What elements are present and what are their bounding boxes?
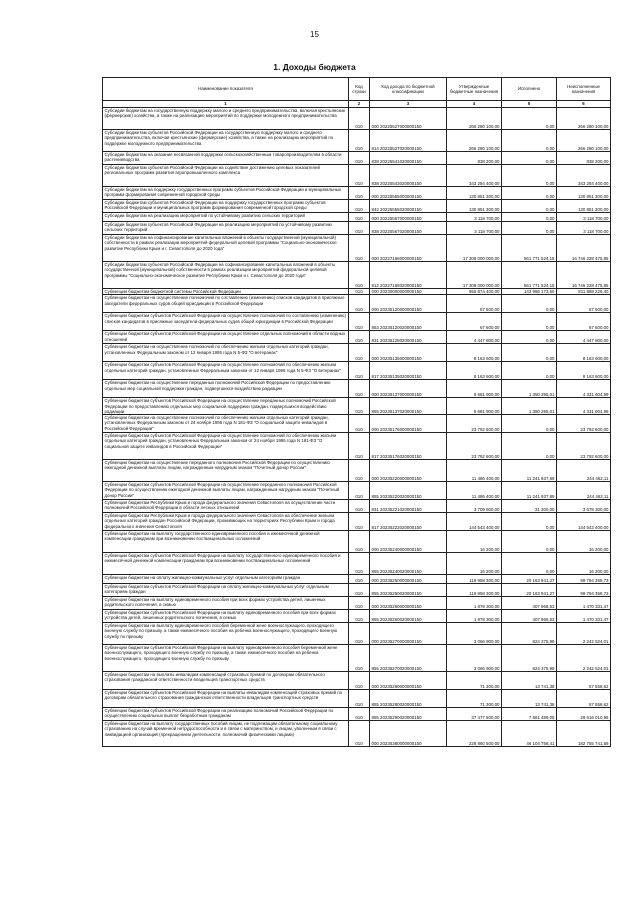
row-remaining: 23 792 600,00 (557, 433, 611, 460)
row-remaining: 182 755 741,59 (557, 721, 611, 747)
column-number: 3 (370, 101, 447, 108)
row-approved: 23 792 600,00 (447, 433, 502, 460)
table-row (103, 623, 611, 645)
row-name: Субсидии бюджетам на софинансирование капитальных вложений в объекты государственной (муниципальной) собственности в рамках реализации мероприятий федеральной целевой программы "Социально-экономическое развитие Республики Крым и г. Севастополя до 2020 года" (103, 235, 349, 262)
table-row (103, 213, 611, 222)
row-executed: 1 350 295,01 (502, 380, 557, 398)
row-classification-code: 855 20235280020000150 (370, 690, 447, 708)
table-row (103, 222, 611, 235)
row-remaining: 57 558,62 (557, 690, 611, 708)
row-remaining: 4 447 800,00 (557, 331, 611, 344)
row-classification-code: 838 20225543020000150 (370, 165, 447, 187)
row-name: Субвенции бюджетам бюджетной системы Российской Федерации (103, 289, 349, 295)
row-line-code: 010 (349, 610, 370, 623)
row-executed: 46 104 758,41 (502, 721, 557, 747)
row-approved: 71 300,00 (447, 690, 502, 708)
row-approved: 71 300,00 (447, 672, 502, 690)
row-approved: 3 066 900,00 (447, 645, 502, 672)
row-name: Субвенции бюджетам на оплату жилищно-коммунальных услуг отдельным категориям граждан (103, 575, 349, 584)
row-name: Субсидии бюджетам на оказание несвязанной поддержки сельскохозяйственным товаропроизводителям в области растениеводства (103, 152, 349, 165)
row-name: Субвенции бюджетам на выплату единовременного пособия беременной жене военнослужащего, проходящего военную службу по призыву, а также ежемесячного пособия на ребенка военнослужащего, проходящего военную службу по призыву (103, 623, 349, 645)
column-number: 6 (557, 101, 611, 108)
row-approved: 3 118 700,00 (447, 222, 502, 235)
row-approved: 16 200,00 (447, 553, 502, 575)
row-name: Субвенции бюджетам на осуществление полномочий по обеспечению жильем отдельных категорий граждан, установленных Федеральным законом от 24 ноября 1995 года N 181-ФЗ "О социальной защите инвалидов в Российской Федерации" (103, 415, 349, 433)
header-executed: Исполнено (502, 78, 557, 101)
row-approved: 4 447 800,00 (447, 331, 502, 344)
table-row (103, 108, 611, 130)
row-approved: 266 280 100,00 (447, 130, 502, 152)
row-executed: 824 375,99 (502, 645, 557, 672)
row-name: Субсидии бюджетам субъектов Российской Федерации на государственную поддержку малого и среднего предпринимательства, включая крестьянские (фермерские) хозяйства, а также на реализацию мероприятий по поддержке молодежного предпринимательства (103, 130, 349, 152)
row-line-code: 010 (349, 295, 370, 313)
row-classification-code: 855 20235270020000150 (370, 645, 447, 672)
row-classification-code: 000 20230000000000150 (370, 289, 447, 295)
row-approved: 16 200,00 (447, 531, 502, 553)
row-executed: 0,00 (502, 213, 557, 222)
row-line-code: 010 (349, 222, 370, 235)
row-name: Субвенции бюджетам субъектов Российской Федерации на осуществление полномочий по составлению (изменению) списков кандидатов в присяжные заседатели федеральных судов общей юрисдикции в Российской Федерации (103, 313, 349, 331)
row-executed: 7 861 489,05 (502, 708, 557, 721)
row-executed: 0,00 (502, 187, 557, 200)
table-row (103, 152, 611, 165)
table-row (103, 597, 611, 610)
row-classification-code: 838 20225541020000150 (370, 152, 447, 165)
row-line-code: 010 (349, 262, 370, 289)
row-approved: 23 792 600,00 (447, 415, 502, 433)
row-remaining: 67 600,00 (557, 313, 611, 331)
row-classification-code: 000 20225567000000150 (370, 213, 447, 222)
row-executed: 0,00 (502, 531, 557, 553)
row-executed: 0,00 (502, 513, 557, 531)
row-line-code: 010 (349, 313, 370, 331)
row-name: Субвенции бюджетам субъектов Российской Федерации на выплату единовременного пособия беременной жене военнослужащего, проходящего военную службу по призыву, а также ежемесячного пособия на ребенка военнослужащего, проходящего военную службу по призыву (103, 645, 349, 672)
row-executed: 20 163 941,27 (502, 575, 557, 584)
row-classification-code: 812 20227168020000150 (370, 262, 447, 289)
row-executed: 11 241 937,89 (502, 482, 557, 500)
row-approved: 1 878 300,00 (447, 610, 502, 623)
column-number: 4 (447, 101, 502, 108)
row-line-code: 010 (349, 130, 370, 152)
column-number: 1 (103, 101, 349, 108)
row-classification-code: 855 20235290020000150 (370, 708, 447, 721)
row-approved: 343 284 400,00 (447, 165, 502, 187)
row-approved: 955 874 400,00 (447, 289, 502, 295)
table-row (103, 262, 611, 289)
table-row (103, 344, 611, 362)
table-header-row (103, 78, 611, 101)
row-classification-code: 855 20235137020000150 (370, 398, 447, 415)
row-approved: 5 681 900,00 (447, 398, 502, 415)
table-row (103, 690, 611, 708)
header-remaining: Неисполненные назначения (557, 78, 611, 101)
row-executed: 0,00 (502, 130, 557, 152)
header-line-code: Код строки (349, 78, 370, 101)
row-classification-code: 000 20225555000000150 (370, 187, 447, 200)
table-row (103, 362, 611, 380)
row-remaining: 3 118 700,00 (557, 222, 611, 235)
row-executed: 20 163 941,27 (502, 584, 557, 597)
row-classification-code: 814 20225527020000150 (370, 130, 447, 152)
row-line-code: 010 (349, 235, 370, 262)
row-line-code: 010 (349, 213, 370, 222)
row-name: Субвенции бюджетам субъектов Российской Федерации на осуществление отдельных полномочий в области водных отношений (103, 331, 349, 344)
row-name: Субсидии бюджетам субъектов Российской Федерации на содействие достижению целевых показателей региональных программ развития агропромышленного комплекса (103, 165, 349, 187)
row-approved: 228 860 500,00 (447, 721, 502, 747)
budget-income-table (102, 77, 611, 747)
row-classification-code: 831 20235221020000150 (370, 500, 447, 513)
row-name: Субвенции бюджетам Республики Крым и города федерального значения Севастополя на обеспечение жильем отдельных категорий граждан Российской Федерации, проживающих на территориях Республики Крым и города федерального значения Севастополя (103, 513, 349, 531)
row-remaining: 343 284 400,00 (557, 165, 611, 187)
row-name: Субвенции бюджетам субъектов Российской Федерации на осуществление переданного полномочия Российской Федерации по осуществлению ежегодной денежной выплаты лицам, награжденным нагрудным знаком "Почетный донор России" (103, 482, 349, 500)
row-name: Субвенции бюджетам на выплаты инвалидам компенсаций страховых премий по договорам обязательного страхования гражданской ответственности владельцев транспортных средств (103, 672, 349, 690)
row-executed: 0,00 (502, 313, 557, 331)
row-executed: 13 741,38 (502, 672, 557, 690)
row-line-code: 010 (349, 500, 370, 513)
row-approved: 119 958 300,00 (447, 584, 502, 597)
row-executed: 407 968,53 (502, 610, 557, 623)
row-classification-code: 000 20235270000000150 (370, 623, 447, 645)
row-approved: 8 163 600,00 (447, 362, 502, 380)
table-row (103, 531, 611, 553)
row-name: Субвенции бюджетам субъектов Российской Федерации на осуществление полномочий по обеспечению жильем отдельных категорий граждан, установленных Федеральным законом от 12 января 1995 года N 5-ФЗ "О ветеранах" (103, 362, 349, 380)
row-name: Субвенции бюджетам субъектов Российской Федерации на осуществление полномочий по обеспечению жильем отдельных категорий граждан, установленных Федеральным законом от 24 ноября 1995 года N 181-ФЗ "О социальной защите инвалидов в Российской Федерации" (103, 433, 349, 460)
row-approved: 3 709 600,00 (447, 500, 502, 513)
row-remaining: 130 851 300,00 (557, 187, 611, 200)
table-row (103, 200, 611, 213)
row-name: Субвенции бюджетам субъектов Российской Федерации на выплату единовременного пособия при всех формах устройства детей, лишенных родительского попечения, в семью (103, 610, 349, 623)
row-line-code: 010 (349, 380, 370, 398)
row-remaining: 130 851 300,00 (557, 200, 611, 213)
table-row (103, 721, 611, 747)
row-approved: 67 600,00 (447, 295, 502, 313)
row-name: Субвенции бюджетам субъектов Российской Федерации на оплату жилищно-коммунальных услуг отдельным категориям граждан (103, 584, 349, 597)
row-remaining: 1 470 331,47 (557, 597, 611, 610)
row-classification-code: 000 20235135000000150 (370, 344, 447, 362)
row-executed: 0,00 (502, 433, 557, 460)
row-classification-code: 853 20235120020000150 (370, 313, 447, 331)
row-classification-code: 000 20235260000000150 (370, 597, 447, 610)
row-line-code: 010 (349, 482, 370, 500)
row-remaining: 2 242 524,01 (557, 645, 611, 672)
row-name: Субсидии бюджетам субъектов Российской Федерации на реализацию мероприятий по устойчивому развитию сельских территорий (103, 222, 349, 235)
row-remaining: 8 163 600,00 (557, 362, 611, 380)
row-line-code: 010 (349, 553, 370, 575)
table-row (103, 433, 611, 460)
row-name: Субвенции бюджетам на выплату государственных пособий лицам, не подлежащим обязательному социальному страхованию на случай временной нетрудоспособности и в связи с материнством, и лицам, уволенным в связи с ликвидацией организаций (прекращением деятельности, полномочий физическими лицами) (103, 721, 349, 747)
row-line-code: 010 (349, 362, 370, 380)
row-line-code: 010 (349, 531, 370, 553)
row-line-code: 010 (349, 513, 370, 531)
table-row (103, 584, 611, 597)
row-approved: 130 851 300,00 (447, 187, 502, 200)
table-row (103, 313, 611, 331)
row-classification-code: 000 20235176000000150 (370, 415, 447, 433)
row-line-code: 010 (349, 575, 370, 584)
header-classification-code: Код дохода по бюджетной классификации (370, 78, 447, 101)
row-line-code: 010 (349, 721, 370, 747)
row-remaining: 244 462,11 (557, 460, 611, 482)
row-remaining: 266 280 100,00 (557, 130, 611, 152)
row-line-code: 010 (349, 415, 370, 433)
table-row (103, 708, 611, 721)
row-classification-code: 838 20225567020000150 (370, 222, 447, 235)
row-classification-code: 817 20235135020000150 (370, 362, 447, 380)
row-line-code: 010 (349, 623, 370, 645)
row-approved: 119 958 300,00 (447, 575, 502, 584)
row-executed: 0,00 (502, 108, 557, 130)
row-executed: 31 300,00 (502, 500, 557, 513)
table-row (103, 130, 611, 152)
row-executed: 0,00 (502, 152, 557, 165)
row-name: Субсидии бюджетам на государственную поддержку малого и среднего предпринимательства, включая крестьянские (фермерские) хозяйства, а также на реализацию мероприятий по поддержке молодежного предпринимательства (103, 108, 349, 130)
row-line-code: 010 (349, 597, 370, 610)
row-classification-code: 855 20235240020000150 (370, 553, 447, 575)
row-classification-code: 000 20235120000000150 (370, 295, 447, 313)
row-approved: 67 600,00 (447, 313, 502, 331)
row-line-code: 010 (349, 460, 370, 482)
row-remaining: 57 558,62 (557, 672, 611, 690)
row-remaining: 67 600,00 (557, 295, 611, 313)
row-line-code: 010 (349, 398, 370, 415)
row-line-code: 010 (349, 672, 370, 690)
row-executed: 0,00 (502, 165, 557, 187)
row-line-code: 010 (349, 289, 370, 295)
row-line-code: 010 (349, 708, 370, 721)
row-remaining: 16 746 228 475,85 (557, 262, 611, 289)
row-line-code: 010 (349, 165, 370, 187)
table-row (103, 289, 611, 295)
row-remaining: 99 794 358,73 (557, 584, 611, 597)
row-approved: 130 851 300,00 (447, 200, 502, 213)
row-classification-code: 000 20235250000000150 (370, 575, 447, 584)
row-classification-code: 000 20225527000000150 (370, 108, 447, 130)
table-row (103, 398, 611, 415)
header-approved: Утвержденные бюджетные назначения (447, 78, 502, 101)
row-remaining: 23 792 600,00 (557, 415, 611, 433)
table-row (103, 235, 611, 262)
table-row (103, 380, 611, 398)
column-number: 2 (349, 101, 370, 108)
row-classification-code: 817 20235176020000150 (370, 433, 447, 460)
row-name: Субвенции бюджетам на выплату единовременного пособия при всех формах устройства детей, лишенных родительского попечения, в семью (103, 597, 349, 610)
document-title: 1. Доходы бюджета (273, 62, 356, 72)
row-remaining: 3 118 700,00 (557, 213, 611, 222)
row-executed: 824 375,99 (502, 623, 557, 645)
row-remaining: 8 163 600,00 (557, 344, 611, 362)
row-name: Субсидии бюджетам на поддержку государственных программ субъектов Российской Федерации и муниципальных программ формирования современной городской среды (103, 187, 349, 200)
row-approved: 8 163 600,00 (447, 344, 502, 362)
row-approved: 17 308 000 000,00 (447, 262, 502, 289)
row-executed: 0,00 (502, 344, 557, 362)
table-body (103, 108, 611, 747)
row-executed: 0,00 (502, 362, 557, 380)
row-executed: 561 771 524,15 (502, 235, 557, 262)
table-row (103, 610, 611, 623)
row-executed: 0,00 (502, 222, 557, 235)
row-remaining: 266 280 100,00 (557, 108, 611, 130)
row-line-code: 010 (349, 187, 370, 200)
row-approved: 838 200,00 (447, 152, 502, 165)
row-remaining: 99 794 358,73 (557, 575, 611, 584)
row-line-code: 010 (349, 645, 370, 672)
table-row (103, 575, 611, 584)
row-line-code: 010 (349, 690, 370, 708)
row-name: Субвенции бюджетам субъектов Российской Федерации на выплату государственного единовременного пособия и ежемесячной денежной компенсации гражданам при возникновении поствакцинальных осложнений (103, 553, 349, 575)
row-executed: 0,00 (502, 415, 557, 433)
table-row (103, 513, 611, 531)
row-name: Субвенции бюджетам субъектов Российской Федерации на реализацию полномочий Российской Федерации по осуществлению социальных выплат безработным гражданам (103, 708, 349, 721)
row-name: Субвенции бюджетам на осуществление переданного полномочия Российской Федерации по осуществлению ежегодной денежной выплаты лицам, награжденным нагрудным знаком "Почетный донор России" (103, 460, 349, 482)
row-line-code: 010 (349, 200, 370, 213)
row-remaining: 16 746 228 475,85 (557, 235, 611, 262)
row-remaining: 2 242 524,01 (557, 623, 611, 645)
row-classification-code: 000 20235220000000150 (370, 460, 447, 482)
row-remaining: 4 331 604,99 (557, 380, 611, 398)
row-remaining: 16 200,00 (557, 553, 611, 575)
row-approved: 3 066 900,00 (447, 623, 502, 645)
row-remaining: 3 678 300,00 (557, 500, 611, 513)
row-approved: 5 681 900,00 (447, 380, 502, 398)
row-classification-code: 855 20235260020000150 (370, 610, 447, 623)
row-classification-code: 855 20235220020000150 (370, 482, 447, 500)
row-name: Субвенции бюджетам на осуществление переданных полномочий Российской Федерации по предоставлению отдельных мер социальной поддержки граждан, подвергшихся воздействию радиации (103, 380, 349, 398)
row-executed: 407 968,53 (502, 597, 557, 610)
row-executed: 0,00 (502, 200, 557, 213)
column-number-row (103, 101, 611, 108)
table-row (103, 460, 611, 482)
table-row (103, 482, 611, 500)
page-number: 15 (310, 30, 319, 39)
row-name: Субвенции бюджетам субъектов Российской Федерации на осуществление переданных полномочий Российской Федерации по предоставлению отдельных мер социальной поддержки граждан, подвергшихся воздействию радиации (103, 398, 349, 415)
table-row (103, 645, 611, 672)
row-executed: 0,00 (502, 553, 557, 575)
row-remaining: 244 462,11 (557, 482, 611, 500)
row-classification-code: 831 20235128020000150 (370, 331, 447, 344)
row-classification-code: 855 20235250020000150 (370, 584, 447, 597)
table-row (103, 415, 611, 433)
row-line-code: 010 (349, 433, 370, 460)
row-approved: 3 118 700,00 (447, 213, 502, 222)
table-row (103, 331, 611, 344)
row-line-code: 010 (349, 108, 370, 130)
row-line-code: 010 (349, 584, 370, 597)
row-remaining: 838 200,00 (557, 152, 611, 165)
row-name: Субвенции бюджетам на выплату государственного единовременного пособия и ежемесячной денежной компенсации гражданам при возникновении поствакцинальных осложнений (103, 531, 349, 553)
row-approved: 144 543 400,00 (447, 513, 502, 531)
row-approved: 266 280 100,00 (447, 108, 502, 130)
row-classification-code: 000 20227168000000150 (370, 235, 447, 262)
row-classification-code: 000 20235137000000150 (370, 380, 447, 398)
table-row (103, 500, 611, 513)
row-approved: 1 878 300,00 (447, 597, 502, 610)
row-name: Субвенции бюджетам на осуществление полномочий по составлению (изменению) списков кандидатов в присяжные заседатели федеральных судов общей юрисдикции в Российской Федерации (103, 295, 349, 313)
table-row (103, 295, 611, 313)
row-remaining: 16 200,00 (557, 531, 611, 553)
row-classification-code: 000 20235280000000150 (370, 672, 447, 690)
row-executed: 13 741,38 (502, 690, 557, 708)
row-approved: 11 486 400,00 (447, 482, 502, 500)
row-name: Субвенции бюджетам субъектов Российской Федерации на выплаты инвалидам компенсаций страховых премий по договорам обязательного страхования гражданской ответственности владельцев транспортных средств (103, 690, 349, 708)
row-remaining: 1 470 331,47 (557, 610, 611, 623)
row-line-code: 010 (349, 331, 370, 344)
row-executed: 561 771 524,15 (502, 262, 557, 289)
row-name: Субвенции бюджетам на осуществление полномочий по обеспечению жильем отдельных категорий граждан, установленных Федеральным законом от 12 января 1995 года N 5-ФЗ "О ветеранах" (103, 344, 349, 362)
row-remaining: 811 888 226,40 (557, 289, 611, 295)
row-approved: 17 308 000 000,00 (447, 235, 502, 262)
row-line-code: 010 (349, 152, 370, 165)
row-remaining: 4 331 604,99 (557, 398, 611, 415)
row-approved: 37 477 500,00 (447, 708, 502, 721)
row-executed: 143 986 173,60 (502, 289, 557, 295)
row-name: Субсидии бюджетам субъектов Российской Федерации на поддержку государственных программ субъектов Российской Федерации и муниципальных программ формирования современной городской среды (103, 200, 349, 213)
table-row (103, 187, 611, 200)
row-name: Субсидии бюджетам на реализацию мероприятий по устойчивому развитию сельских территорий (103, 213, 349, 222)
row-classification-code: 842 20225555020000150 (370, 200, 447, 213)
table-row (103, 672, 611, 690)
table-row (103, 165, 611, 187)
row-remaining: 144 543 400,00 (557, 513, 611, 531)
header-indicator-name: Наименование показателя (103, 78, 349, 101)
row-executed: 0,00 (502, 295, 557, 313)
row-approved: 11 486 400,00 (447, 460, 502, 482)
table-row (103, 553, 611, 575)
row-classification-code: 000 20235240000000150 (370, 531, 447, 553)
row-executed: 11 241 937,89 (502, 460, 557, 482)
row-line-code: 010 (349, 344, 370, 362)
row-name: Субсидии бюджетам субъектов Российской Федерации на софинансирование капитальных вложений в объекты государственной (муниципальной) собственности в рамках реализации мероприятий федеральной целевой программы "Социально-экономическое развитие Республики Крым и г. Севастополя до 2020 года" (103, 262, 349, 289)
row-classification-code: 000 20235380000000150 (370, 721, 447, 747)
row-remaining: 29 616 010,95 (557, 708, 611, 721)
row-classification-code: 817 20235222020000150 (370, 513, 447, 531)
row-executed: 1 350 295,01 (502, 398, 557, 415)
row-name: Субвенции бюджетам Республики Крым и города федерального значения Севастополя на осуществление части полномочий Российской Федерации в области лесных отношений (103, 500, 349, 513)
row-executed: 0,00 (502, 331, 557, 344)
column-number: 5 (502, 101, 557, 108)
